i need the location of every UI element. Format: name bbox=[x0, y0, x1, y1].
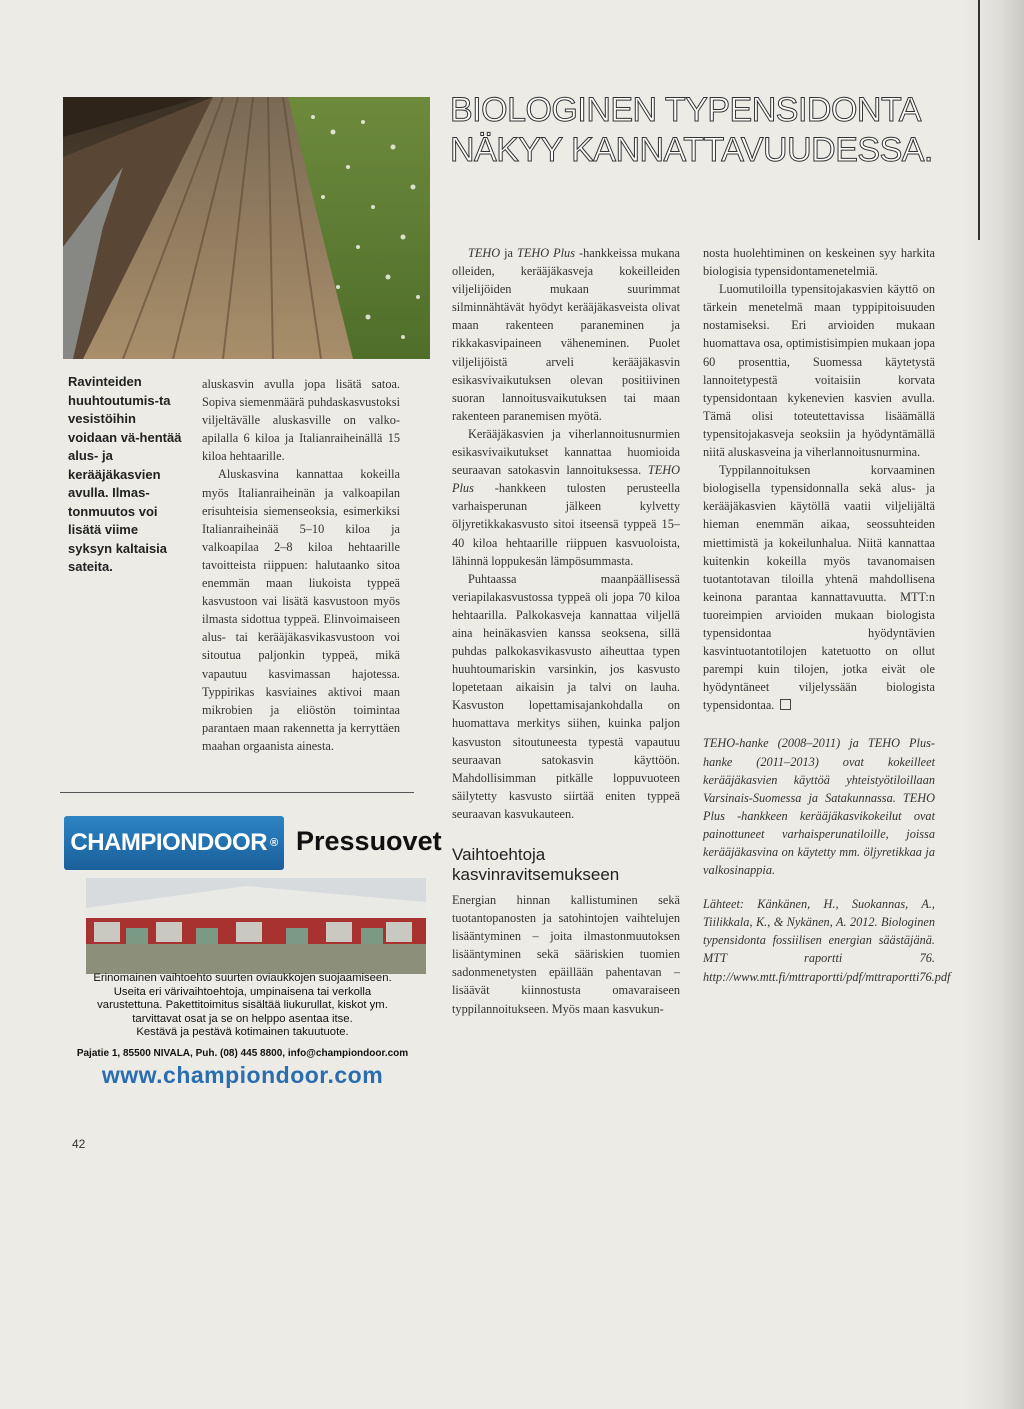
paragraph: Energian hinnan kallistuminen sekä tuotantopanosten ja satohintojen vaihtelujen lisääntyminen – joita ilmastonmuutoksen lisääntyminen sekä sääriskien tuomien sadonmenetysten epäillään pahentavan – lisäävät kiinnostusta omavaraiseen typpilannoitukseen. Myös maan kasvukun- bbox=[452, 893, 680, 1016]
paragraph: Aluskasvina kannattaa kokeilla myös Italianraiheinän ja valkoapilan erisuhteisia siemenseoksia, esimerkiksi Italianraiheinää 5–10 kiloa ja valkoapilaa 2–8 kiloa hehtaarille tavoitteista riippuen: halutaanko sitoa enemmän maan liukoista typpeä kasvustoon vai lisätä kasvustoon myös ilmasta sidottua typpeä. Elinvoimaiseen alus- tai kerääjäkasvikasvustoon voi sitoutua paljonkin typpeä, mikä vapautuu kasvimassan hajotessa. Typpirikas kasviaines aktivoi maan mikrobien ja eliöstön toimintaa parantaen maan rakennetta ja kerryttäen maahan orgaanista ainesta. bbox=[202, 467, 400, 753]
championdoor-logo bbox=[64, 816, 284, 870]
ad-text-line: Useita eri värivaihtoehtoja, umpinaisena tai verkolla bbox=[113, 985, 372, 998]
ad-text-line: Kestävä ja pestävä kotimainen takuutuote. bbox=[136, 1026, 349, 1039]
ad-divider bbox=[60, 792, 414, 793]
ad-website-link[interactable]: www.championdoor.com bbox=[101, 1062, 384, 1088]
ad-text-line: varustettuna. Pakettitoimitus sisältää liukurullat, kiskot ym. bbox=[97, 999, 388, 1012]
headline-line-1: BIOLOGINEN TYPENSIDONTA bbox=[450, 91, 921, 129]
section-subheading: Vaihtoehtoja kasvinravitsemukseen bbox=[452, 845, 620, 884]
photo-caption: Ravinteiden huuhtoutumis-ta vesistöihin voidaan vä-hentää alus- ja kerääjäkasvien avulla. Ilmas-tonmuutos voi lisätä viime syksyn kaltaisia sateita. bbox=[68, 374, 182, 574]
ad-contact-info: Pajatie 1, 85500 NIVALA, Puh. (08) 445 8800, info@championdoor.com bbox=[76, 1048, 409, 1059]
article-headline bbox=[450, 90, 970, 170]
paragraph: Luomutiloilla typensitojakasvien käyttö on tärkein menetelmä maan typpipitoisuuden nostamiseksi. Eri arvioiden mukaan huomattava osa, optimistisimpien mukaan jopa 60 prosenttia, Suomessa käytetystä lannoitetypestä voitaisiin korvata typensidontaan kykenevien kasvien avulla. Tämä olisi toteutettavissa lisäämällä typensitojakasveja seoksiin ja hyödyntämällä niitä aluskasveina ja viherlannoitusnurmina. bbox=[703, 282, 935, 460]
paragraph: aluskasvin avulla jopa lisätä satoa. Sopiva siemenmäärä puhdaskasvustoksi viljeltävälle aluskasville on valko-apilalla 6 kiloa ja Italianraiheinällä 15 kiloa hehtaarille. bbox=[202, 377, 400, 464]
article-column-2 bbox=[452, 244, 680, 1018]
article-column-3 bbox=[703, 244, 951, 986]
headline-line-2: NÄKYY KANNATTAVUUDESSA. bbox=[450, 131, 933, 169]
field-photo bbox=[63, 97, 430, 359]
paragraph bbox=[452, 425, 680, 570]
paragraph: nosta huolehtiminen on keskeinen syy harkita biologisia typensidontamenetelmiä. bbox=[703, 246, 935, 279]
paragraph bbox=[452, 244, 680, 425]
page-edge-shadow bbox=[964, 0, 1024, 1409]
ad-text-line: tarvittavat osat ja se on helppo asentaa itse. bbox=[132, 1012, 353, 1025]
page-number: 42 bbox=[72, 1137, 86, 1151]
ad-text-line: Erinomainen vaihtoehto suurten oviaukkojen suojaamiseen. bbox=[93, 972, 392, 984]
project-name: TEHO Plus bbox=[517, 246, 575, 260]
project-note: TEHO-hanke (2008–2011) ja TEHO Plus-hanke (2011–2013) ovat kokeilleet kerääjäkasvien käyttöä yhteistyötiloillaan Varsinais-Suomessa ja Satakunnassa. TEHO Plus -hankkeen kerääjäkasvikokeilut ovat painottuneet varhaisperunatiloille, joissa kerääjäkasvina on käytetty mm. öljyretikkaa ja valkosinappia. bbox=[703, 736, 935, 878]
ad-building-photo bbox=[86, 878, 426, 974]
project-name: TEHO Plus bbox=[452, 463, 680, 496]
text-span: Kerääjäkasvien ja viherlannoitusnurmien esikasvivaikutukset kannattaa huomioida seuraavan satokasvin lannoituksessa. bbox=[452, 426, 680, 478]
text-span: -hankkeen tulosten perusteella varhaisperunan jälkeen kylvetty öljyretikkakasvusto sitoi itseensä typpeä 15–40 kiloa hehtaarille riippuen kasvuoloista, lähinnä loppukesän lämpösummasta. bbox=[452, 481, 680, 568]
project-name: TEHO bbox=[468, 246, 501, 260]
paragraph bbox=[703, 461, 935, 714]
ad-product-name: Pressuovet bbox=[296, 826, 442, 856]
registered-mark: ® bbox=[270, 837, 278, 849]
page-border-line bbox=[978, 0, 980, 240]
references: Lähteet: Känkänen, H., Suokannas, A., Tiilikkala, K., & Nykänen, A. 2012. Biologinen typensidonta fossiilisen energian säästäjänä. MTT raportti 76. http://www.mtt.fi/mttraportti/pdf/mttraportti76.pdf bbox=[703, 897, 951, 984]
brand-name: CHAMPIONDOOR bbox=[70, 829, 268, 856]
championdoor-advertisement bbox=[60, 800, 442, 1090]
article-column-1 bbox=[202, 375, 400, 755]
text-span: ja bbox=[500, 246, 518, 260]
text-span: -hankkeissa mukana olleiden, kerääjäkasveja kokeilleiden viljelijöiden mukaan suurimmat silminnähtävät hyödyt kerääjäkasveista olivat maan rakenteen paraneminen ja rikkakasvipaineen väheneminen. Puolet viljelijöistä arveli kerääjäkasvin esikasvivaikutuksen olevan positiivinen suoran lannoitusvaikutuksen tai maan rakenteen paranemisen myötä. bbox=[452, 246, 680, 423]
ad-description bbox=[60, 972, 425, 1040]
paragraph: Puhtaassa maanpäällisessä veriapilakasvustossa typpeä oli jopa 70 kiloa hehtaarilla. Palkokasveja kannattaa viljellä aina heinäkasvien kanssa seoksena, sillä puhdas palkokasvikasvusto aiheuttaa typen huuhtoumariskin varsinkin, jos kasvusto lopetetaan aikaisin ja talvi on lauha. Kasvuston lopettamisajankohdalla on huomattava merkitys siihen, kuinka paljon kasvuston sitoutuneesta typestä vapautuu seuraavan satokasvin käyttöön. Mahdollisimman pitkälle loppuvuoteen säilytetty kasvusto siirtää eniten typpeä seuraavan kasvukauteen. bbox=[452, 571, 680, 821]
end-of-article-icon bbox=[780, 699, 791, 710]
text-span: Typpilannoituksen korvaaminen biologisella typensidonnalla sekä alus- ja kerääjäkasvien käytöllä vaatii viljelijältä hieman enemmän aikaa, seossuhteiden miettimistä ja kokeilunhalua. Niitä kannattaa kuitenkin kokeilla myös tavanomaisen tuotantotavan tiloilla yhtenä mahdollisena keinona parantaa kannattavuutta. MTT:n tuoreimpien arvioiden mukaan biologista typensidontaa hyödyntävien kasvintuotantotilojen katetuotto on ollut parempi kuin tilojen, jotka eivät ole hyödyntäneet viljelyssään biologista typensidontaa. bbox=[703, 463, 935, 713]
